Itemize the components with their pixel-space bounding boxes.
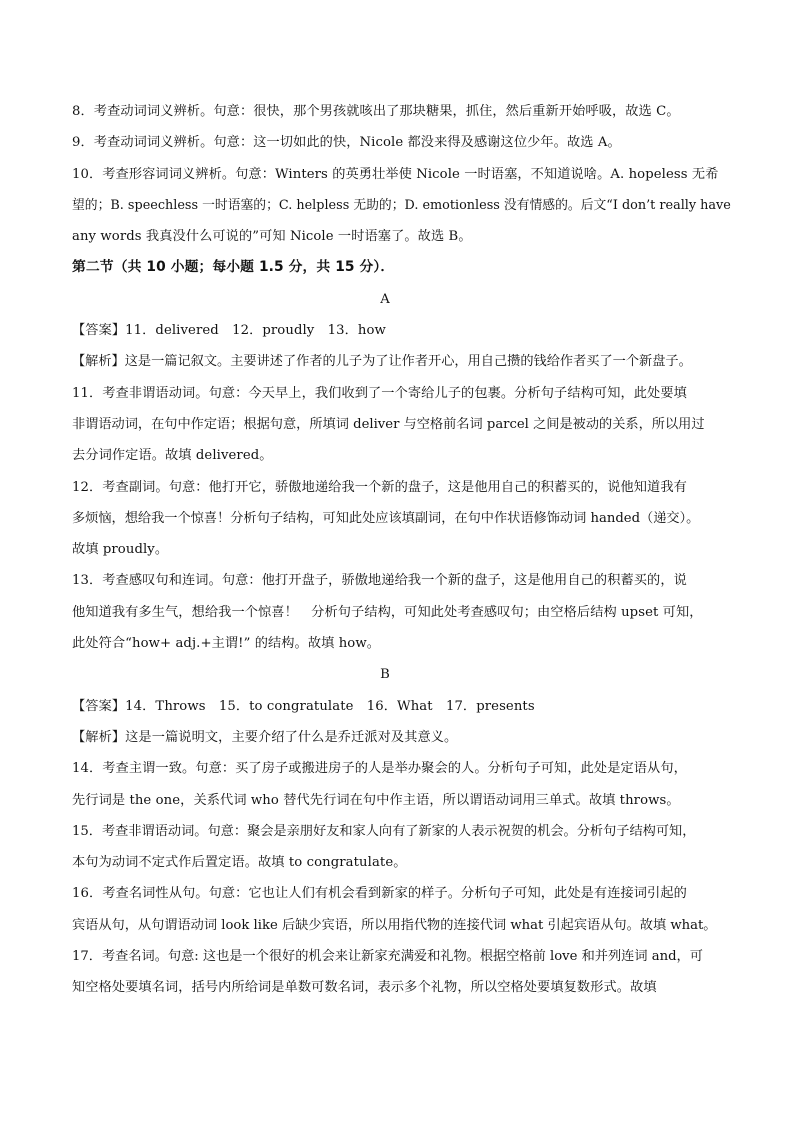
text-line-q12-b: 多烦恼，想给我一个惊喜！分析句子结构，可知此处应该填副词，在句中作状语修饰动词 handed（递交）。 [72,510,700,526]
text-line-q10-a: 10．考查形容词词义辨析。句意：Winters 的英勇壮举使 Nicole 一时语塞，不知道说啥。A. hopeless 无希 [72,166,719,182]
text-line-q17-a: 17．考查名词。句意: 这也是一个很好的机会来让新家充满爱和礼物。根据空格前 love 和并列连词 and，可 [72,949,703,965]
subsection-label-b: B [380,667,390,683]
text-line-q11-a: 11．考查非谓语动词。句意：今天早上，我们收到了一个寄给儿子的包裹。分析句子结构可知，此处要填 [72,385,687,401]
text-line-q11-b: 非谓语动词，在句中作定语；根据句意，所填词 deliver 与空格前名词 parcel 之间是被动的关系，所以用过 [72,416,705,432]
text-line-q13-a: 13．考查感叹句和连词。句意：他打开盘子，骄傲地递给我一个新的盘子，这是他用自己的积蓄买的，说 [72,573,687,589]
text-line-q10-b: 望的；B. speechless 一时语塞的；C. helpless 无助的；D. emotionless 没有情感的。后文“I don’t really have [72,197,731,213]
text-line-q10-c: any words 我真没什么可说的”可知 Nicole 一时语塞了。故选 B。 [72,229,472,245]
text-line-q13-c: 此处符合“how+ adj.+主谓!” 的结构。故填 how。 [72,636,381,652]
answer-line-b: 【答案】14．Throws 15．to congratulate 16．What 17．presents [72,698,535,714]
text-line-q15-b: 本句为动词不定式作后置定语。故填 to congratulate。 [72,855,407,871]
text-line-q13-b: 他知道我有多生气，想给我一个惊喜！ 分析句子结构，可知此处考查感叹句；由空格后结构 upset 可知， [72,604,703,620]
text-line-q16-a: 16．考查名词性从句。句意：它也让人们有机会看到新家的样子。分析句子可知，此处是有连接词引起的 [72,886,687,902]
text-line-q17-b: 知空格处要填名词，括号内所给词是单数可数名词，表示多个礼物，所以空格处要填复数形式。故填 [72,980,657,996]
analysis-line-b: 【解析】这是一篇说明文，主要介绍了什么是乔迁派对及其意义。 [72,729,458,745]
text-line-q8: 8．考查动词词义辨析。句意：很快，那个男孩就咳出了那块糖果，抓住，然后重新开始呼吸，故选 C。 [72,104,680,119]
text-line-q15-a: 15．考查非谓语动词。句意：聚会是亲朋好友和家人向有了新家的人表示祝贺的机会。分析句子结构可知， [72,823,696,839]
analysis-line-a: 【解析】这是一篇记叙文。主要讲述了作者的儿子为了让作者开心，用自己攒的钱给作者买了一个新盘子。 [72,354,692,370]
subsection-label-a: A [380,291,390,307]
text-line-q11-c: 去分词作定语。故填 delivered。 [72,448,273,464]
text-line-q16-b: 宾语从句，从句谓语动词 look like 后缺少宾语，所以用指代物的连接代词 what 引起宾语从句。故填 what。 [72,917,717,933]
section-heading: 第二节（共 10 小题；每小题 1.5 分，共 15 分）． [72,259,395,276]
text-line-q14-b: 先行词是 the one，关系代词 who 替代先行词在句中作主语，所以谓语动词用三单式。故填 throws。 [72,792,680,808]
text-line-q14-a: 14．考查主谓一致。句意：买了房子或搬进房子的人是举办聚会的人。分析句子可知，此处是定语从句， [72,761,687,777]
text-line-q12-a: 12．考查副词。句意：他打开它，骄傲地递给我一个新的盘子，这是他用自己的积蓄买的，说他知道我有 [72,479,687,495]
text-line-q12-c: 故填 proudly。 [72,542,169,558]
answer-line-a: 【答案】11．delivered 12．proudly 13．how [72,323,386,339]
text-line-q9: 9．考查动词词义辨析。句意：这一切如此的快，Nicole 都没来得及感谢这位少年。故选 A。 [72,135,621,151]
